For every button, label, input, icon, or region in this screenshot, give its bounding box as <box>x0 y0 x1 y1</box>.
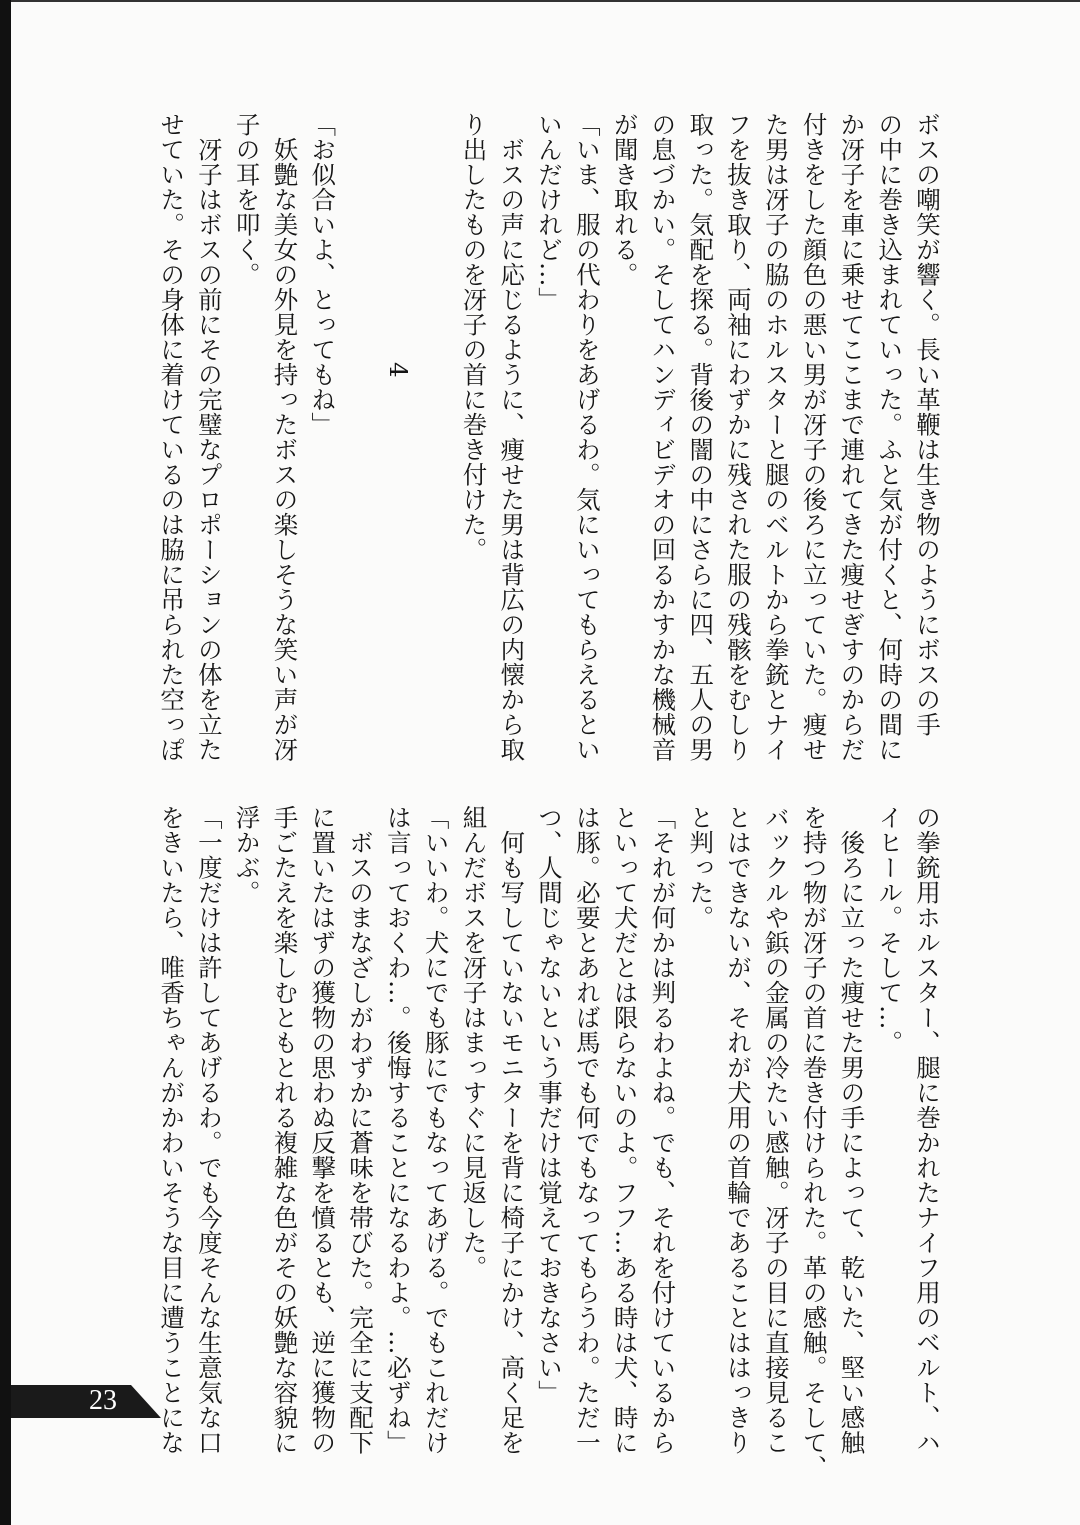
text-column: とはできないが、それが犬用の首輪であることははっきり <box>724 805 754 1455</box>
text-column: の拳銃用ホルスター、腿に巻かれたナイフ用のベルト、ハ <box>913 805 942 1455</box>
text-column: バックルや鋲の金属の冷たい感触。冴子の目に直接見るこ <box>761 805 791 1455</box>
text-column: 何も写していないモニターを背に椅子にかけ、高く足を <box>497 805 527 1455</box>
blank-column <box>417 112 455 752</box>
text-column: といって犬だとは限らないのよ。フフ…ある時は犬、時に <box>610 805 640 1455</box>
page-number: 23 <box>89 1385 117 1416</box>
text-column: 「それが何かは判るわよね。でも、それを付けているから <box>648 805 678 1455</box>
text-column: 「いま、服の代わりをあげるわ。気にいってもらえるとい <box>572 112 602 762</box>
text-column: た男は冴子の脇のホルスターと腿のベルトから拳銃とナイ <box>761 112 791 762</box>
text-column: 妖艶な美女の外見を持ったボスの楽しそうな笑い声が冴 <box>270 112 300 762</box>
text-column: ボスのまなざしがわずかに蒼味を帯びた。完全に支配下 <box>346 805 376 1455</box>
scan-left-edge <box>0 0 11 1525</box>
text-column: ボスの声に応じるように、痩せた男は背広の内懐から取 <box>497 112 527 762</box>
text-column: か冴子を車に乗せてここまで連れてきた痩せぎすのからだ <box>837 112 867 762</box>
blank-column <box>341 112 379 752</box>
text-column: 「一度だけは許してあげるわ。でも今度そんな生意気な口 <box>194 805 224 1455</box>
text-column: 後ろに立った痩せた男の手によって、乾いた、堅い感触 <box>837 805 867 1455</box>
text-column: と判った。 <box>686 805 716 930</box>
text-column: 組んだボスを冴子はまっすぐに見返した。 <box>459 805 489 1280</box>
text-column: 「お似合いよ、とってもね」 <box>308 112 338 437</box>
text-column: の中に巻き込まれていった。ふと気が付くと、何時の間に <box>875 112 905 762</box>
text-column: に置いたはずの獲物の思わぬ反撃を憤るとも、逆に獲物の <box>308 805 338 1455</box>
text-column: 「いいわ。犬にでも豚にでもなってあげる。でもこれだけ <box>421 805 451 1455</box>
text-column: は言っておくわ…。後悔することになるわよ。…必ずね」 <box>383 805 413 1455</box>
lower-text-block <box>152 805 946 1480</box>
text-column: せていた。その身体に着けているのは脇に吊られた空っぽ <box>157 112 187 762</box>
text-column: イヒール。そして…。 <box>875 805 905 1055</box>
text-column: は豚。必要とあれば馬でも何でもなってもらうわ。ただ一 <box>572 805 602 1455</box>
text-column: 取った。気配を探る。背後の闇の中にさらに四、五人の男 <box>686 112 716 762</box>
text-column: を持つ物が冴子の首に巻き付けられた。革の感触。そして、 <box>799 805 829 1480</box>
text-column: 手ごたえを楽しむともとれる複雑な色がその妖艶な容貌に <box>270 805 300 1455</box>
upper-text-block <box>152 112 946 762</box>
text-column: フを抜き取り、両袖にわずかに残された服の残骸をむしり <box>724 112 754 762</box>
text-column: り出したものを冴子の首に巻き付けた。 <box>459 112 489 562</box>
text-column: ボスの嘲笑が響く。長い革鞭は生き物のようにボスの手 <box>913 112 942 737</box>
text-column: 付きをした顔色の悪い男が冴子の後ろに立っていた。痩せ <box>799 112 829 762</box>
text-column: の息づかい。そしてハンディビデオの回るかすかな機械音 <box>648 112 678 762</box>
text-column: をきいたら、唯香ちゃんがかわいそうな目に遭うことにな <box>157 805 187 1455</box>
text-column: が聞き取れる。 <box>610 112 640 287</box>
text-column: つ、人間じゃないという事だけは覚えておきなさい」 <box>535 805 565 1405</box>
text-column: 浮かぶ。 <box>232 805 262 905</box>
text-column: 子の耳を叩く。 <box>232 112 262 287</box>
scan-top-edge <box>0 0 1080 2</box>
text-column: いんだけれど…」 <box>535 112 565 312</box>
chapter-number: 4 <box>383 362 413 379</box>
text-column: 冴子はボスの前にその完璧なプロポーションの体を立た <box>194 112 224 762</box>
